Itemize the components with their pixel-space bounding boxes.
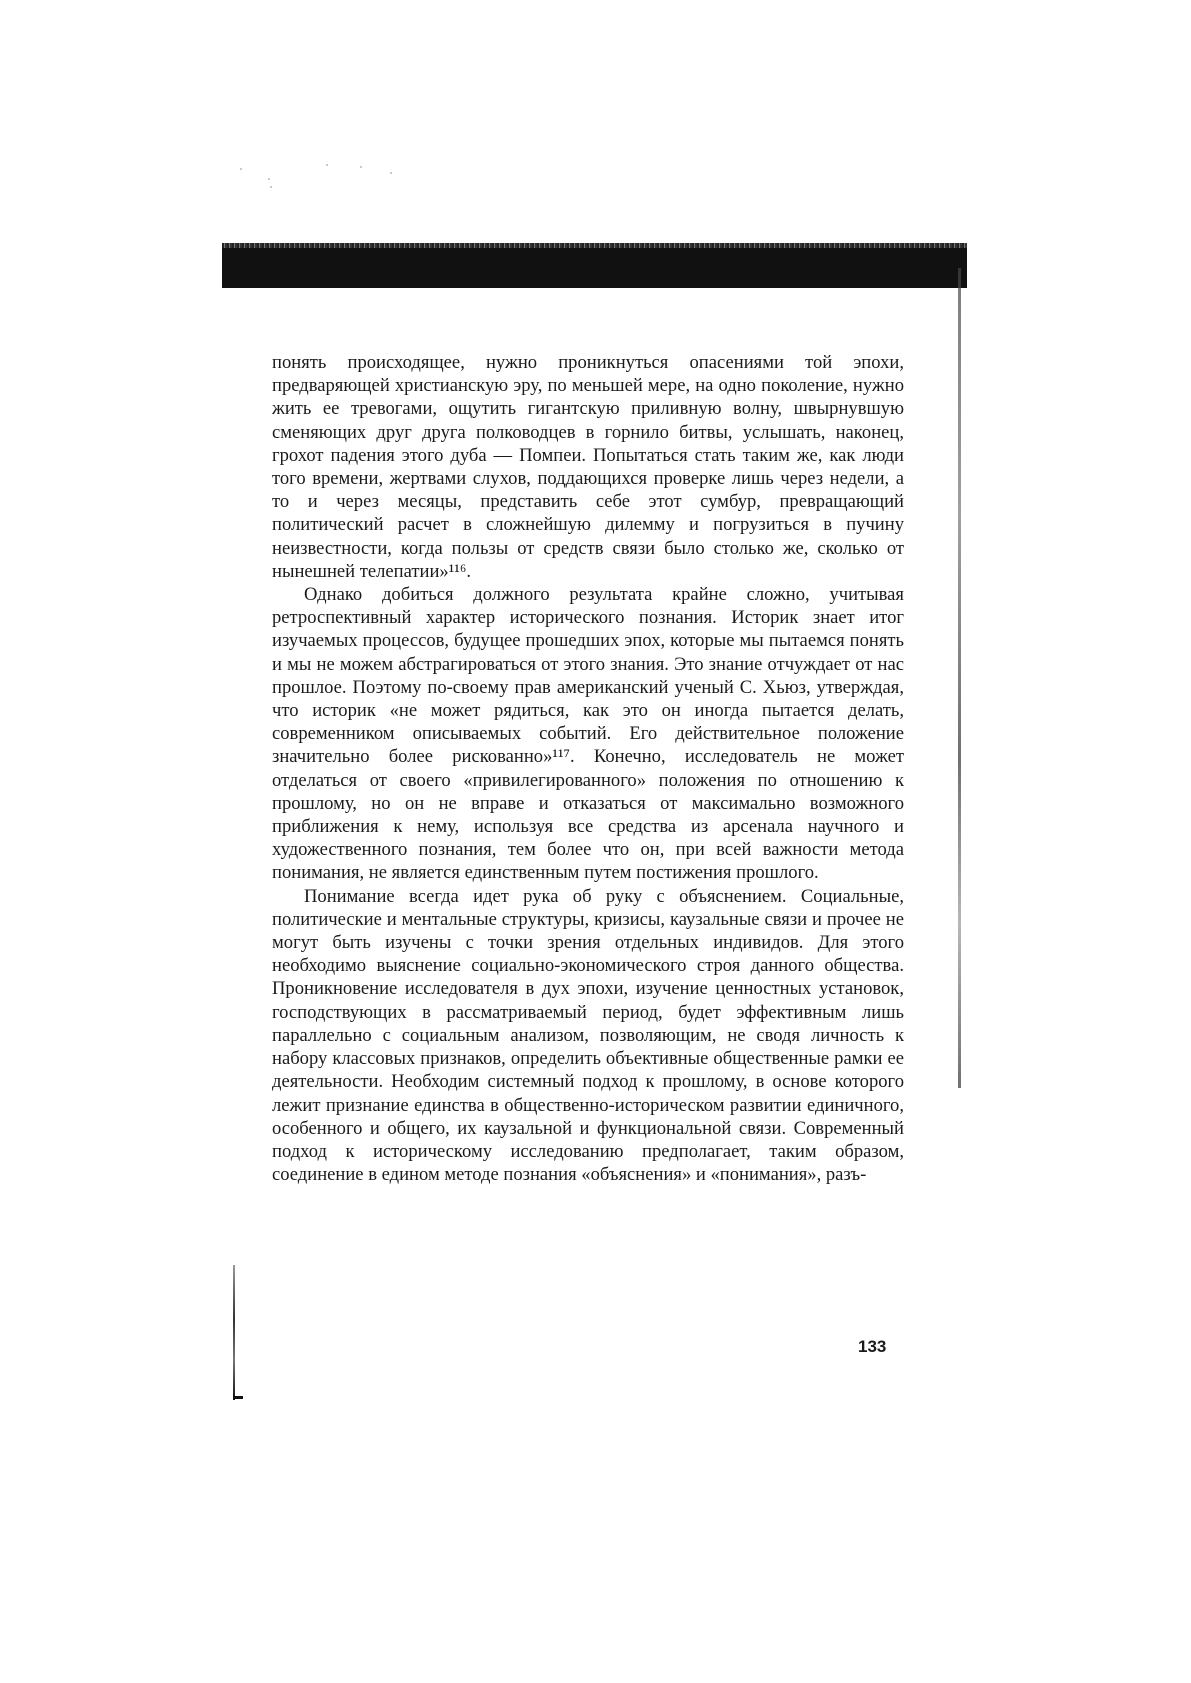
page-number: 133 bbox=[858, 1337, 887, 1356]
paragraph-2: Однако добиться должного результата крайне сложно, учитывая ретроспективный характер исторического познания. Историк знает итог изучаемых процессов, будущее прошедших эпох, которые мы пытаемся понять и мы не можем абстрагироваться от этого знания. Это знание отчуждает от нас прошлое. Поэтому по-своему прав американский ученый С. Хьюз, утверждая, что историк «не может рядиться, как это он иногда пытается делать, современником описываемых событий. Его действительное положение значительно более рискованно»¹¹⁷. Конечно, исследователь не может отделаться от своего «привилегированного» положения по отношению к прошлому, но он не вправе и отказаться от максимально возможного приближения к нему, используя все средства из арсенала научного и художественного познания, тем более что он, при всей важности метода понимания, не является единственным путем постижения прошлого. bbox=[272, 584, 904, 884]
scan-right-edge bbox=[958, 268, 961, 1088]
scan-left-edge bbox=[233, 1265, 235, 1400]
paragraph-3: Понимание всегда идет рука об руку с объяснением. Социальные, политические и ментальные структуры, кризисы, каузальные связи и прочее не могут быть изучены с точки зрения отдельных индивидов. Для этого необходимо выяснение социально-экономического строя данного общества. Проникновение исследователя в дух эпохи, изучение ценностных установок, господствующих в рассматриваемый период, будет эффективным лишь параллельно с социальным анализом, позволяющим, не сводя личность к набору классовых признаков, определить объективные общественные рамки ее деятельности. Необходим системный подход к прошлому, в основе которого лежит признание единства в общественно-историческом развитии единичного, особенного и общего, их каузальной и функциональной связи. Современный подход к историческому исследованию предполагает, таким образом, соединение в едином методе познания «объяснения» и «понимания», разъ- bbox=[272, 885, 904, 1186]
scan-dark-band bbox=[222, 248, 967, 288]
scan-noise bbox=[230, 160, 410, 200]
body-text bbox=[272, 351, 904, 1186]
scan-left-edge-foot bbox=[233, 1396, 243, 1399]
paragraph-1: понять происходящее, нужно проникнуться опасениями той эпохи, предваряющей христианскую эру, по меньшей мере, на одно поколение, нужно жить ее тревогами, ощутить гигантскую приливную волну, швырнувшую сменяющих друг друга полководцев в горнило битвы, услышать, наконец, грохот падения этого дуба — Помпеи. Попытаться стать таким же, как люди того времени, жертвами слухов, поддающихся проверке лишь через недели, а то и через месяцы, представить себе этот сумбур, превращающий политический расчет в сложнейшую дилемму и погрузиться в пучину неизвестности, когда пользы от средств связи было столько же, сколько от нынешней телепатии»¹¹⁶. bbox=[272, 352, 904, 582]
